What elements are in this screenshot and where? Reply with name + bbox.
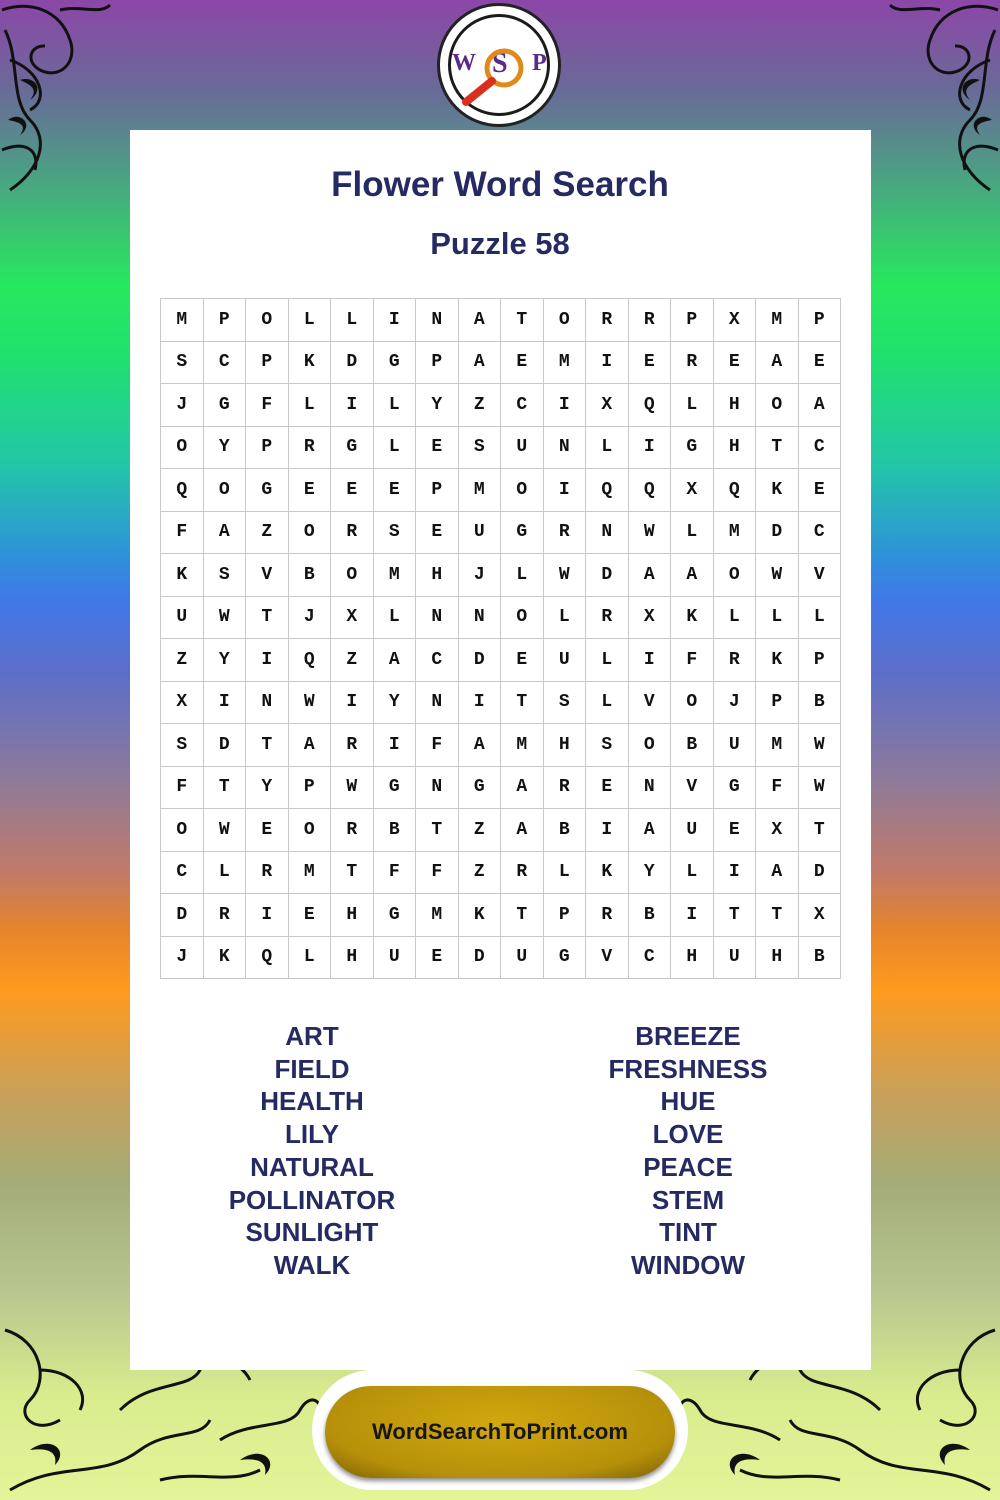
word-list-item: LOVE — [652, 1119, 724, 1150]
word-list-item: HEALTH — [260, 1086, 364, 1117]
grid-cell: C — [799, 427, 842, 470]
grid-cell: P — [416, 469, 459, 512]
grid-cell: C — [629, 937, 672, 980]
grid-cell: Z — [161, 639, 204, 682]
grid-cell: A — [204, 512, 247, 555]
grid-cell: I — [331, 384, 374, 427]
grid-cell: A — [629, 554, 672, 597]
grid-cell: D — [799, 852, 842, 895]
grid-cell: G — [204, 384, 247, 427]
grid-cell: S — [161, 724, 204, 767]
puzzle-title: Flower Word Search — [331, 165, 669, 204]
wsp-logo — [437, 3, 561, 127]
puzzle-number: Puzzle 58 — [430, 226, 570, 261]
grid-cell: Y — [374, 682, 417, 725]
grid-cell: F — [416, 852, 459, 895]
grid-cell: B — [544, 809, 587, 852]
grid-cell: O — [289, 512, 332, 555]
grid-cell: N — [416, 299, 459, 342]
grid-cell: L — [544, 852, 587, 895]
grid-cell: W — [204, 809, 247, 852]
grid-cell: N — [416, 597, 459, 640]
website-button[interactable]: WordSearchToPrint.com — [325, 1386, 675, 1478]
letter-grid — [160, 298, 841, 979]
logo-letter-p: P — [532, 50, 547, 76]
grid-cell: L — [331, 299, 374, 342]
grid-cell: L — [289, 384, 332, 427]
grid-cell: R — [246, 852, 289, 895]
grid-cell: W — [289, 682, 332, 725]
grid-cell: W — [331, 767, 374, 810]
grid-cell: L — [204, 852, 247, 895]
grid-cell: R — [331, 724, 374, 767]
word-list-left — [162, 1020, 462, 1282]
grid-cell: I — [246, 639, 289, 682]
grid-cell: I — [246, 894, 289, 937]
grid-cell: S — [459, 427, 502, 470]
grid-cell: B — [799, 682, 842, 725]
grid-cell: T — [204, 767, 247, 810]
grid-cell: B — [799, 937, 842, 980]
grid-cell: W — [629, 512, 672, 555]
grid-cell: L — [714, 597, 757, 640]
word-list-item: PEACE — [643, 1151, 733, 1182]
grid-cell: I — [629, 427, 672, 470]
grid-cell: O — [501, 469, 544, 512]
grid-cell: E — [374, 469, 417, 512]
grid-cell: M — [161, 299, 204, 342]
grid-cell: C — [416, 639, 459, 682]
grid-cell: M — [756, 724, 799, 767]
grid-cell: H — [714, 427, 757, 470]
grid-cell: Z — [331, 639, 374, 682]
grid-cell: N — [459, 597, 502, 640]
grid-cell: Z — [459, 384, 502, 427]
grid-cell: Q — [629, 384, 672, 427]
grid-cell: L — [671, 384, 714, 427]
grid-cell: B — [671, 724, 714, 767]
grid-cell: A — [756, 852, 799, 895]
grid-cell: K — [161, 554, 204, 597]
grid-cell: F — [161, 767, 204, 810]
grid-cell: Y — [246, 767, 289, 810]
grid-cell: Q — [629, 469, 672, 512]
grid-cell: C — [204, 342, 247, 385]
grid-cell: F — [416, 724, 459, 767]
grid-cell: M — [289, 852, 332, 895]
grid-cell: C — [799, 512, 842, 555]
grid-cell: B — [374, 809, 417, 852]
grid-cell: Y — [204, 427, 247, 470]
grid-cell: M — [756, 299, 799, 342]
grid-cell: L — [586, 639, 629, 682]
grid-cell: P — [416, 342, 459, 385]
grid-cell: A — [459, 299, 502, 342]
grid-cell: X — [756, 809, 799, 852]
grid-cell: D — [459, 639, 502, 682]
grid-cell: U — [501, 937, 544, 980]
grid-cell: R — [501, 852, 544, 895]
grid-cell: J — [459, 554, 502, 597]
grid-cell: J — [289, 597, 332, 640]
magnifier-icon — [458, 36, 538, 108]
word-list-item: FRESHNESS — [608, 1053, 768, 1084]
word-list-item: TINT — [659, 1217, 717, 1248]
grid-cell: O — [246, 299, 289, 342]
grid-cell: G — [331, 427, 374, 470]
grid-cell: R — [204, 894, 247, 937]
grid-cell: O — [544, 299, 587, 342]
grid-cell: O — [671, 682, 714, 725]
grid-cell: H — [714, 384, 757, 427]
grid-cell: I — [629, 639, 672, 682]
grid-cell: N — [544, 427, 587, 470]
grid-cell: L — [586, 427, 629, 470]
grid-cell: G — [374, 767, 417, 810]
grid-cell: K — [756, 469, 799, 512]
grid-cell: I — [459, 682, 502, 725]
grid-cell: W — [799, 767, 842, 810]
grid-cell: S — [204, 554, 247, 597]
grid-cell: A — [374, 639, 417, 682]
grid-cell: X — [799, 894, 842, 937]
word-list-item: HUE — [660, 1086, 716, 1117]
grid-cell: E — [714, 809, 757, 852]
grid-cell: Z — [459, 852, 502, 895]
grid-cell: A — [501, 809, 544, 852]
grid-cell: L — [671, 512, 714, 555]
grid-cell: L — [289, 299, 332, 342]
grid-cell: B — [289, 554, 332, 597]
grid-cell: F — [246, 384, 289, 427]
grid-cell: R — [586, 597, 629, 640]
grid-cell: G — [501, 512, 544, 555]
grid-cell: S — [374, 512, 417, 555]
grid-cell: L — [374, 384, 417, 427]
grid-cell: L — [374, 427, 417, 470]
grid-cell: O — [501, 597, 544, 640]
grid-cell: T — [246, 724, 289, 767]
grid-cell: T — [799, 809, 842, 852]
word-list-item: SUNLIGHT — [245, 1217, 379, 1248]
grid-cell: N — [629, 767, 672, 810]
grid-cell: R — [586, 894, 629, 937]
grid-cell: T — [416, 809, 459, 852]
grid-cell: R — [671, 342, 714, 385]
grid-cell: L — [671, 852, 714, 895]
grid-cell: L — [756, 597, 799, 640]
grid-cell: K — [289, 342, 332, 385]
grid-cell: Y — [629, 852, 672, 895]
grid-cell: E — [416, 427, 459, 470]
grid-cell: E — [799, 342, 842, 385]
grid-cell: T — [714, 894, 757, 937]
grid-cell: T — [501, 682, 544, 725]
grid-cell: U — [714, 937, 757, 980]
grid-cell: H — [671, 937, 714, 980]
grid-cell: R — [714, 639, 757, 682]
grid-cell: T — [331, 852, 374, 895]
grid-cell: N — [246, 682, 289, 725]
grid-cell: E — [289, 469, 332, 512]
grid-cell: J — [161, 384, 204, 427]
grid-cell: M — [501, 724, 544, 767]
word-list-item: ART — [285, 1021, 339, 1051]
grid-cell: L — [289, 937, 332, 980]
word-list-item: NATURAL — [250, 1151, 374, 1182]
grid-cell: R — [331, 512, 374, 555]
grid-cell: A — [459, 724, 502, 767]
grid-cell: J — [161, 937, 204, 980]
grid-cell: I — [331, 682, 374, 725]
grid-cell: K — [204, 937, 247, 980]
grid-cell: C — [161, 852, 204, 895]
grid-cell: M — [459, 469, 502, 512]
grid-cell: Z — [246, 512, 289, 555]
grid-cell: N — [416, 682, 459, 725]
grid-cell: A — [756, 342, 799, 385]
grid-cell: O — [331, 554, 374, 597]
grid-cell: A — [629, 809, 672, 852]
grid-cell: P — [756, 682, 799, 725]
grid-cell: V — [629, 682, 672, 725]
grid-cell: Y — [416, 384, 459, 427]
grid-cell: E — [246, 809, 289, 852]
grid-cell: M — [714, 512, 757, 555]
grid-cell: P — [671, 299, 714, 342]
grid-cell: V — [671, 767, 714, 810]
grid-cell: H — [756, 937, 799, 980]
grid-cell: E — [501, 342, 544, 385]
grid-cell: N — [416, 767, 459, 810]
grid-cell: I — [374, 724, 417, 767]
grid-cell: D — [331, 342, 374, 385]
grid-cell: I — [586, 342, 629, 385]
grid-cell: P — [799, 299, 842, 342]
grid-cell: G — [374, 342, 417, 385]
grid-cell: X — [331, 597, 374, 640]
grid-cell: E — [416, 512, 459, 555]
grid-cell: T — [246, 597, 289, 640]
grid-cell: O — [756, 384, 799, 427]
grid-cell: O — [289, 809, 332, 852]
grid-cell: T — [501, 894, 544, 937]
grid-cell: S — [161, 342, 204, 385]
grid-cell: E — [586, 767, 629, 810]
grid-cell: G — [714, 767, 757, 810]
grid-cell: A — [799, 384, 842, 427]
grid-cell: Z — [459, 809, 502, 852]
grid-cell: R — [289, 427, 332, 470]
grid-cell: W — [544, 554, 587, 597]
grid-cell: A — [501, 767, 544, 810]
grid-cell: L — [501, 554, 544, 597]
grid-cell: H — [416, 554, 459, 597]
grid-cell: D — [161, 894, 204, 937]
grid-cell: U — [459, 512, 502, 555]
grid-cell: A — [671, 554, 714, 597]
grid-cell: I — [671, 894, 714, 937]
grid-cell: O — [629, 724, 672, 767]
grid-cell: K — [756, 639, 799, 682]
grid-cell: K — [459, 894, 502, 937]
word-list-item: FIELD — [274, 1053, 350, 1084]
grid-cell: Q — [246, 937, 289, 980]
grid-cell: G — [544, 937, 587, 980]
word-list-item: STEM — [651, 1184, 725, 1215]
grid-cell: Q — [714, 469, 757, 512]
grid-cell: M — [416, 894, 459, 937]
grid-cell: U — [544, 639, 587, 682]
grid-cell: D — [204, 724, 247, 767]
grid-cell: P — [246, 342, 289, 385]
grid-cell: W — [756, 554, 799, 597]
grid-cell: X — [161, 682, 204, 725]
grid-cell: X — [714, 299, 757, 342]
grid-cell: U — [374, 937, 417, 980]
grid-cell: H — [331, 894, 374, 937]
grid-cell: L — [799, 597, 842, 640]
grid-cell: O — [204, 469, 247, 512]
grid-cell: O — [161, 809, 204, 852]
grid-cell: P — [799, 639, 842, 682]
word-list-right — [538, 1020, 838, 1282]
grid-cell: R — [629, 299, 672, 342]
grid-cell: L — [374, 597, 417, 640]
grid-cell: E — [416, 937, 459, 980]
grid-cell: F — [374, 852, 417, 895]
grid-cell: T — [501, 299, 544, 342]
grid-cell: V — [586, 937, 629, 980]
grid-cell: I — [204, 682, 247, 725]
grid-cell: D — [459, 937, 502, 980]
grid-cell: Y — [204, 639, 247, 682]
grid-cell: C — [501, 384, 544, 427]
grid-cell: D — [586, 554, 629, 597]
grid-cell: V — [799, 554, 842, 597]
grid-cell: G — [374, 894, 417, 937]
grid-cell: U — [671, 809, 714, 852]
grid-cell: U — [714, 724, 757, 767]
grid-cell: G — [246, 469, 289, 512]
grid-cell: P — [246, 427, 289, 470]
grid-cell: O — [714, 554, 757, 597]
grid-cell: T — [756, 894, 799, 937]
grid-cell: V — [246, 554, 289, 597]
grid-cell: R — [544, 512, 587, 555]
grid-cell: O — [161, 427, 204, 470]
grid-cell: X — [671, 469, 714, 512]
grid-cell: K — [586, 852, 629, 895]
grid-cell: H — [544, 724, 587, 767]
grid-cell: E — [501, 639, 544, 682]
grid-cell: M — [374, 554, 417, 597]
grid-cell: L — [586, 682, 629, 725]
logo-letter-w: W — [452, 50, 476, 76]
grid-cell: E — [289, 894, 332, 937]
grid-cell: G — [459, 767, 502, 810]
grid-cell: X — [629, 597, 672, 640]
grid-cell: I — [544, 469, 587, 512]
grid-cell: F — [671, 639, 714, 682]
grid-cell: S — [586, 724, 629, 767]
word-list-item: WALK — [273, 1249, 351, 1280]
logo-letter-s: S — [492, 48, 508, 79]
grid-cell: Q — [289, 639, 332, 682]
grid-cell: M — [544, 342, 587, 385]
grid-cell: E — [714, 342, 757, 385]
word-list-item: POLLINATOR — [228, 1184, 396, 1215]
grid-cell: X — [586, 384, 629, 427]
grid-cell: W — [799, 724, 842, 767]
grid-cell: A — [459, 342, 502, 385]
grid-cell: I — [714, 852, 757, 895]
grid-cell: L — [544, 597, 587, 640]
grid-cell: Q — [161, 469, 204, 512]
grid-cell: P — [289, 767, 332, 810]
grid-cell: G — [671, 427, 714, 470]
grid-cell: A — [289, 724, 332, 767]
grid-cell: B — [629, 894, 672, 937]
grid-cell: E — [331, 469, 374, 512]
grid-cell: K — [671, 597, 714, 640]
grid-cell: F — [756, 767, 799, 810]
grid-cell: P — [544, 894, 587, 937]
grid-cell: N — [586, 512, 629, 555]
grid-cell: S — [544, 682, 587, 725]
grid-cell: W — [204, 597, 247, 640]
word-list-item: LILY — [285, 1119, 339, 1150]
grid-cell: I — [374, 299, 417, 342]
grid-cell: U — [161, 597, 204, 640]
grid-cell: E — [629, 342, 672, 385]
word-list-item: WINDOW — [630, 1249, 746, 1280]
grid-cell: R — [586, 299, 629, 342]
grid-cell: R — [544, 767, 587, 810]
grid-cell: Q — [586, 469, 629, 512]
grid-cell: F — [161, 512, 204, 555]
word-list-item: BREEZE — [635, 1021, 741, 1051]
grid-cell: D — [756, 512, 799, 555]
grid-cell: T — [756, 427, 799, 470]
grid-cell: P — [204, 299, 247, 342]
grid-cell: I — [544, 384, 587, 427]
grid-cell: R — [331, 809, 374, 852]
grid-cell: I — [586, 809, 629, 852]
grid-cell: E — [799, 469, 842, 512]
grid-cell: H — [331, 937, 374, 980]
grid-cell: J — [714, 682, 757, 725]
grid-cell: U — [501, 427, 544, 470]
